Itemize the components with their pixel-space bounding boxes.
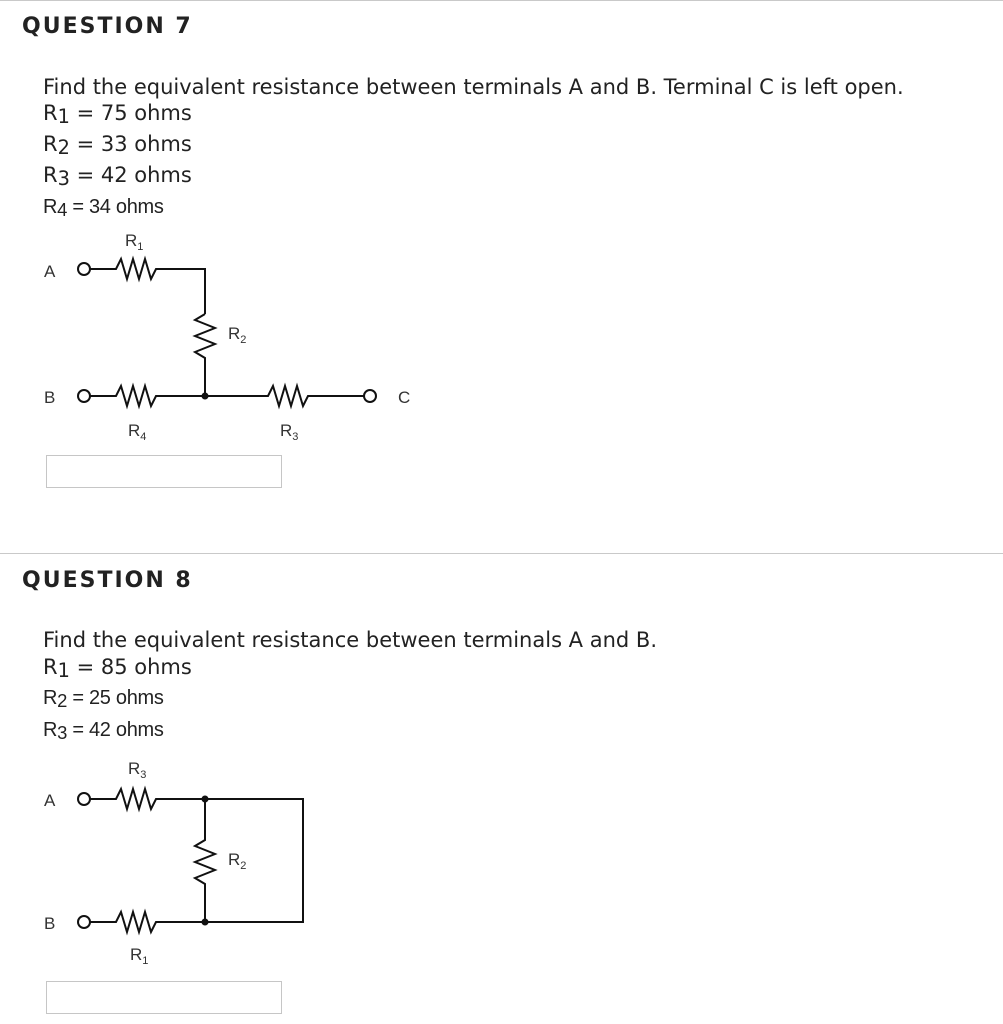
label-r2: $R_2$ bbox=[228, 324, 247, 346]
question-7-circuit-diagram bbox=[30, 226, 430, 448]
junction-dot-top bbox=[202, 796, 209, 803]
label-r3: $R_3$ bbox=[128, 759, 147, 781]
question-8-prompt: Find the equivalent resistance between terminals A and B. bbox=[43, 628, 657, 652]
terminal-c-node bbox=[364, 390, 376, 402]
terminal-a-label: A bbox=[44, 262, 56, 281]
terminal-a-label: A bbox=[44, 791, 56, 810]
q7-value-r3: R3 = 42 ohms bbox=[43, 163, 192, 190]
label-r1: $R_1$ bbox=[125, 231, 144, 253]
terminal-b-label: B bbox=[44, 914, 56, 933]
resistor-r3-wire bbox=[90, 789, 303, 922]
question-7-answer-input[interactable] bbox=[46, 455, 282, 488]
q7-value-r4: R4 = 34 ohms bbox=[43, 196, 164, 220]
question-8-circuit-diagram bbox=[30, 752, 330, 974]
question-8-answer-input[interactable] bbox=[46, 981, 282, 1014]
q8-value-r2: R2 = 25 ohms bbox=[43, 687, 164, 711]
label-r2: $R_2$ bbox=[228, 850, 247, 872]
label-r1: $R_1$ bbox=[130, 945, 149, 967]
resistor-r1-wire bbox=[90, 912, 205, 932]
terminal-c-label: C bbox=[398, 388, 411, 407]
q8-value-r3: R3 = 42 ohms bbox=[43, 719, 164, 743]
terminal-b-node bbox=[78, 390, 90, 402]
resistor-r4-wire bbox=[90, 386, 205, 406]
q7-value-r1: R1 = 75 ohms bbox=[43, 101, 192, 128]
question-divider bbox=[0, 553, 1003, 554]
resistor-r2-wire bbox=[195, 314, 215, 396]
terminal-a-node bbox=[78, 793, 90, 805]
label-r4: $R_4$ bbox=[128, 421, 147, 443]
resistor-r3-wire bbox=[205, 386, 364, 406]
junction-dot bbox=[202, 393, 209, 400]
terminal-a-node bbox=[78, 263, 90, 275]
q8-value-r1: R1 = 85 ohms bbox=[43, 655, 192, 682]
resistor-r1-wire bbox=[90, 259, 205, 314]
junction-dot-bottom bbox=[202, 919, 209, 926]
terminal-b-node bbox=[78, 916, 90, 928]
resistor-r2-wire bbox=[195, 799, 215, 922]
question-8-title: QUESTION 8 bbox=[22, 568, 193, 593]
q7-value-r2: R2 = 33 ohms bbox=[43, 132, 192, 159]
terminal-b-label: B bbox=[44, 388, 56, 407]
question-7-prompt: Find the equivalent resistance between terminals A and B. Terminal C is left open. bbox=[43, 75, 904, 99]
top-divider bbox=[0, 0, 1003, 1]
question-7-title: QUESTION 7 bbox=[22, 14, 193, 39]
label-r3: $R_3$ bbox=[280, 421, 299, 443]
